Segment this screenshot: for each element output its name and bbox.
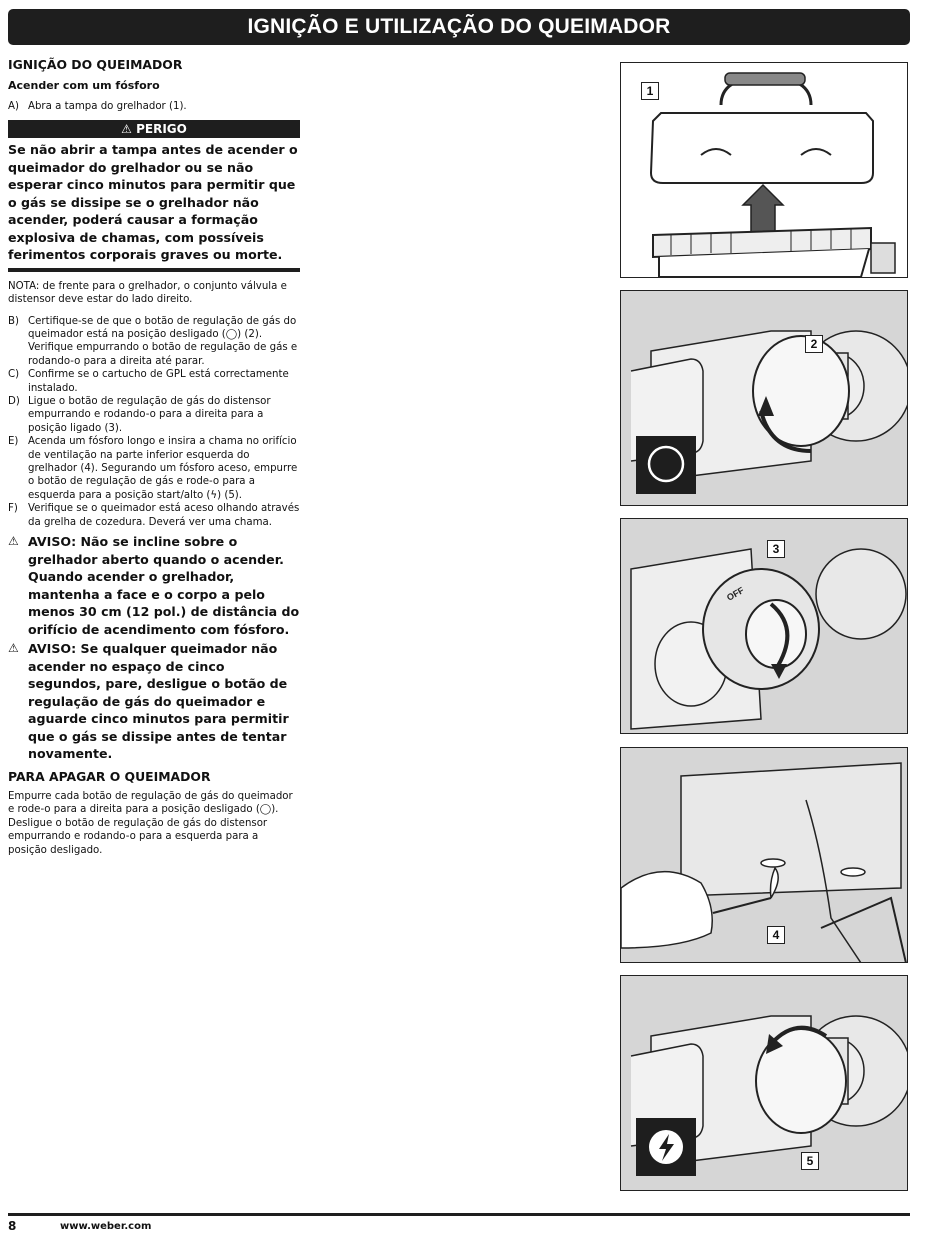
figure-label: 1 bbox=[641, 82, 659, 100]
step-f bbox=[8, 502, 300, 529]
step-e bbox=[8, 435, 300, 502]
regulator-knob-on-illustration bbox=[621, 519, 908, 734]
figure-label: 3 bbox=[767, 540, 785, 558]
figure-label: 5 bbox=[801, 1152, 819, 1170]
warning-1 bbox=[8, 533, 300, 638]
step-a bbox=[8, 100, 300, 113]
step-text: Certifique-se de que o botão de regulação de gás do queimador está na posição desligado (◯) (2). Verifique empurrando o botão de regulação de gás e rodando-o para a direita até parar. bbox=[28, 315, 298, 367]
step-c bbox=[8, 368, 300, 395]
section-title-apagar: PARA APAGAR O QUEIMADOR bbox=[8, 768, 211, 784]
figure-label: 4 bbox=[767, 926, 785, 944]
off-label: OFF bbox=[725, 585, 746, 603]
burner-knob-start-illustration bbox=[621, 976, 908, 1191]
warning-triangle-icon: ⚠ bbox=[8, 641, 19, 656]
page-title: IGNIÇÃO E UTILIZAÇÃO DO QUEIMADOR bbox=[8, 9, 910, 45]
step-text: Verifique se o queimador está aceso olhando através da grelha de cozedura. Deverá ver uma chama. bbox=[28, 503, 300, 528]
step-letter: D) bbox=[8, 395, 20, 407]
danger-label: PERIGO bbox=[136, 122, 187, 137]
figure-2 bbox=[620, 290, 908, 506]
steps-list bbox=[8, 315, 300, 530]
figure-4 bbox=[620, 747, 908, 963]
warning-triangle-icon: ⚠ bbox=[121, 122, 132, 137]
warning-triangle-icon: ⚠ bbox=[8, 534, 19, 549]
step-letter: A) bbox=[8, 100, 19, 112]
figure-5 bbox=[620, 975, 908, 1191]
footer-divider bbox=[8, 1213, 910, 1216]
step-letter: E) bbox=[8, 436, 19, 448]
instructions-column bbox=[8, 58, 300, 865]
step-b bbox=[8, 315, 300, 369]
warning-text: AVISO: Se qualquer queimador não acender no espaço de cinco segundos, pare, desligue o botão de regulação de gás do queimador e aguarde cinco minutos para permitir que o gás se dissipe antes de tentar novamente. bbox=[28, 641, 289, 762]
match-lighting-illustration bbox=[621, 748, 908, 963]
step-d bbox=[8, 395, 300, 435]
step-letter: B) bbox=[8, 315, 19, 327]
website-link[interactable]: www.weber.com bbox=[60, 1221, 152, 1232]
warning-text: AVISO: Não se incline sobre o grelhador aberto quando o acender. Quando acender o grelhador, mantenha a face e o corpo a pelo menos 30 cm (12 pol.) de distância do orifício de acendimento com fósforo. bbox=[28, 534, 300, 637]
warning-2 bbox=[8, 640, 300, 763]
subtitle-match: Acender com um fósforo bbox=[8, 79, 160, 93]
note-text: NOTA: de frente para o grelhador, o conjunto válvula e distensor deve estar do lado direito. bbox=[8, 280, 287, 306]
page-number: 8 bbox=[8, 1219, 17, 1233]
burner-knob-off-illustration bbox=[621, 291, 908, 506]
grill-lid-open-illustration bbox=[621, 63, 908, 278]
danger-banner bbox=[8, 120, 300, 138]
step-text: Ligue o botão de regulação de gás do distensor empurrando e rodando-o para a direita para a posição ligado (3). bbox=[28, 395, 271, 434]
step-letter: F) bbox=[8, 503, 18, 515]
step-text: Acenda um fósforo longo e insira a chama no orifício de ventilação na parte inferior esquerda do grelhador (4). Segurando um fósforo aceso, empurre o botão de regulação de gás e rode-o para a esquerda para a posição start/alto (ϟ) (5). bbox=[28, 436, 298, 501]
step-letter: C) bbox=[8, 369, 20, 381]
danger-text: Se não abrir a tampa antes de acender o queimador do grelhador ou se não esperar cinco minutos para permitir que o gás se dissipe se o grelhador não acender, poderá causar a formação explosiva de chamas, com possíveis ferimentos corporais graves ou morte. bbox=[8, 138, 300, 272]
figure-label: 2 bbox=[805, 335, 823, 353]
figure-3 bbox=[620, 518, 908, 734]
step-text: Confirme se o cartucho de GPL está correctamente instalado. bbox=[28, 369, 289, 394]
figure-1 bbox=[620, 62, 908, 278]
section-title-ignicao: IGNIÇÃO DO QUEIMADOR bbox=[8, 57, 183, 72]
step-text: Abra a tampa do grelhador (1). bbox=[28, 100, 187, 112]
apagar-text: Empurre cada botão de regulação de gás do queimador e rode-o para a direita para a posição desligado (◯). Desligue o botão de regulação de gás do distensor empurrando e rodando-o para a esquerda para a posição desligado. bbox=[8, 790, 293, 856]
